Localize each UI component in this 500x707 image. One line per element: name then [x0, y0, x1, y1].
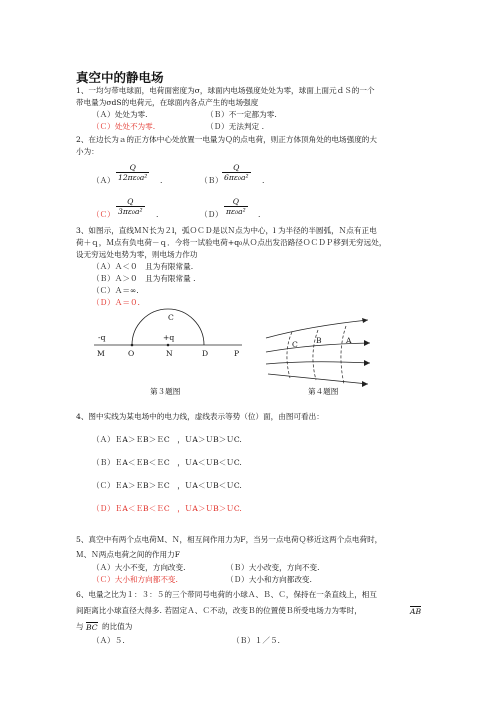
fraction-denominator: πε₀a² — [226, 207, 246, 216]
q2-option-b: （Ｂ） — [200, 176, 223, 185]
q6-line3-prefix: 与 — [76, 622, 84, 631]
equipotential-c — [287, 332, 292, 378]
q4-option-a: （Ａ）ＥA＞ＥB＞ＥC ，ＵA＞ＵB＞ＵC. — [92, 435, 242, 444]
q2-sep-d: . — [258, 210, 261, 219]
q4-option-d-answer: （Ｄ）ＥA＜ＥB＜ＥC ，ＵA＞ＵB＞ＵC. — [92, 504, 242, 513]
q1-line2: 带电量为σdS的电荷元，在球面内各点产生的电场强度 — [76, 98, 259, 107]
page-title: 真空中的静电场 — [76, 70, 164, 85]
q6-line2: 间距离比小球直径大得多. 若固定Ａ、Ｃ不动，改变Ｂ的位置使Ｂ所受电场力为零时， — [76, 606, 362, 615]
q3-option-d-answer: （Ｄ）Ａ＝０. — [92, 298, 140, 307]
q2-sep-a: . — [160, 176, 163, 185]
fig3-label-o: O — [128, 349, 135, 358]
fig4-caption: 第４题图 — [308, 387, 339, 396]
fraction-numerator: Q — [233, 163, 240, 172]
q3-option-c: （Ｃ）Ａ＝∞. — [92, 286, 139, 295]
q1-option-d: （Ｄ）无法判定 . — [206, 122, 264, 131]
q6-vector-ab: AB — [410, 607, 422, 616]
fig3-caption: 第３题图 — [150, 387, 181, 396]
q6-option-a: （Ａ）５. — [92, 636, 125, 645]
fraction-denominator: 6πε₀a² — [224, 173, 249, 182]
q2-line2: 小为： — [76, 147, 99, 156]
fraction-denominator: 3πε₀a² — [118, 207, 143, 216]
field-line-3 — [266, 362, 370, 364]
q6-option-b: （Ｂ）１／５. — [232, 636, 280, 645]
equipotential-a — [341, 326, 346, 384]
fig3-label-plus-q: +q — [163, 333, 175, 342]
q1-option-c-answer: （Ｃ）处处不为零. — [92, 122, 156, 131]
q2-option-c-answer: （Ｃ） — [92, 210, 115, 219]
q5-line1: 5、真空中有两个点电荷Ｍ、Ｎ，相互间作用力为F，当另一点电荷Ｑ移近这两个点电荷时， — [76, 535, 383, 544]
fig4-label-c: C — [292, 340, 298, 349]
q5-option-b: （Ｂ）大小改变，方向不变. — [226, 563, 320, 572]
fig3-label-minus-q: -q — [98, 333, 106, 342]
fig4-label-b: B — [316, 336, 322, 345]
q5-option-c-answer: （Ｃ）大小和方向都不变. — [92, 575, 178, 584]
fraction-numerator: Q — [129, 163, 136, 172]
fig4-label-a: A — [346, 336, 352, 345]
fraction-numerator: Q — [127, 197, 134, 206]
q3-line1: 3、如图示，直线ＭＮ长为２l，弧ＯＣＤ是以Ｎ点为中心，l 为半径的半圆弧，Ｎ点有正电 — [76, 226, 377, 235]
q1-option-b: （Ｂ）不一定都为零. — [206, 110, 277, 119]
q5-option-d: （Ｄ）大小和方向都改变. — [226, 575, 312, 584]
fig3-label-n: N — [166, 349, 173, 358]
q3-option-b: （Ｂ）Ａ＞０ 且为有限常量 . — [92, 274, 196, 283]
arrowheads — [362, 318, 370, 387]
fig3-label-c: C — [168, 313, 174, 322]
fraction-denominator: 12πε₀a² — [118, 173, 148, 182]
q2-sep-c: . — [156, 210, 159, 219]
q2-sep-b: . — [262, 176, 265, 185]
q2-option-a: （Ａ） — [92, 176, 115, 185]
fraction-numerator: Q — [232, 197, 239, 206]
q2-option-d: （Ｄ） — [200, 210, 223, 219]
q3-line2: 荷＋ｑ，Ｍ点有负电荷－ｑ．今将一试验电荷+q₀从Ｏ点出发沿路径ＯＣＤＰ移到无穷远处， — [76, 238, 387, 247]
q5-option-a: （Ａ）大小不变，方向改变. — [92, 563, 186, 572]
fig3-label-m: M — [97, 349, 105, 358]
q6-line3-suffix: 的比值为 — [102, 622, 133, 631]
q6-line1: 6、电量之比为１：３：５的三个带同号电荷的小球Ａ、Ｂ、Ｃ，保持在一条直线上，相互 — [76, 590, 377, 599]
q1-option-a: （Ａ）处处为零. — [92, 110, 148, 119]
q5-line2: Ｍ、Ｎ两点电荷之间的作用力F — [76, 550, 180, 559]
field-line-4 — [268, 374, 368, 384]
q3-option-a: （Ａ）Ａ＜０ 且为有限常量. — [92, 262, 194, 271]
fig3-label-p: P — [234, 349, 240, 358]
q4-option-b: （Ｂ）ＥA＜ＥB＜ＥC ，ＵA＜ＵB＜ＵC. — [92, 458, 242, 467]
q3-line3: 设无穷远处电势为零，则电场力作功 — [76, 250, 198, 259]
q6-vector-bc: BC — [86, 623, 98, 632]
q4-option-c: （Ｃ）ＥA＞ＥB＞ＥC ，ＵA＜ＵB＜ＵC. — [92, 481, 242, 490]
q4-line1: 4、图中实线为某电场中的电力线，虚线表示等势（位）面，由图可看出： — [76, 412, 324, 421]
fig3-label-d: D — [202, 349, 209, 358]
q2-line1: 2、在边长为ａ的正方体中心处放置一电量为Ｑ的点电荷，则正方体顶角处的电场强度的大 — [76, 135, 377, 144]
q1-line1: 1、一均匀带电球面，电荷面密度为σ，球面内电场强度处处为零，球面上面元ｄＳ的一个 — [76, 86, 375, 95]
